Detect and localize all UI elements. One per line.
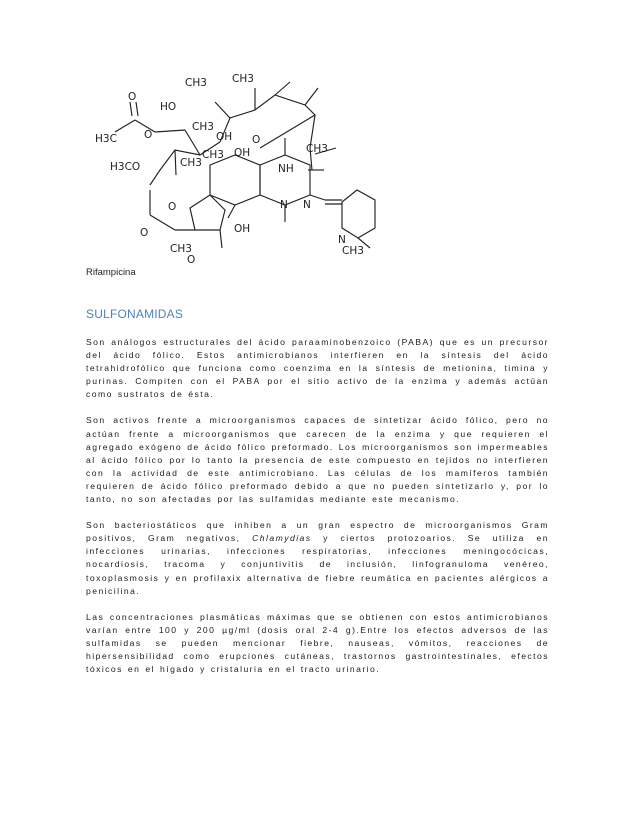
nitrogen-label: N xyxy=(303,199,311,211)
body-paragraph: Son análogos estructurales del ácido paraaminobenzoico (PABA) que es un precursor del ácido fólico. Estos antimicrobianos interfieren en la síntesis del ácido tetrahidrofólico que funciona como coenzima en la síntesis de metionina, timina y purinas. Compiten con el PABA por el sitio activo de la enzima y además actúan como sustratos de ésta. xyxy=(86,337,549,400)
paragraph-text: Son bacteriostáticos que inhiben a un gran espectro de microorganismos Gram positivos, Gram negativos, xyxy=(86,520,549,544)
ch3-label: CH3 xyxy=(306,143,328,155)
figure-caption: Rifampicina xyxy=(86,267,136,278)
body-paragraph: Son activos frente a microorganismos capaces de sintetizar ácido fólico, pero no actúan frente a microorganismos que carecen de la enzima y que requieren el agregado exógeno de ácido fólico preformado. Los microorganismos son impermeables al ácido fólico por lo tanto la presencia de este compuesto en tejidos no interfieren con la actividad de este antimicrobiano. Las células de los mamíferos también requieren de ácido fólico preformado debido a que no pueden sintetizarlo y, por lo tanto, no son afectadas por las sulfamidas mediante este mecanismo. xyxy=(86,415,549,505)
oh-label: OH xyxy=(234,223,251,235)
oxygen-label: O xyxy=(187,254,196,266)
h3co-label: H3CO xyxy=(110,161,141,173)
ch3-label: CH3 xyxy=(342,245,364,257)
oxygen-label: O xyxy=(144,129,153,141)
rifampicin-structure-figure xyxy=(80,70,380,270)
oxygen-label: O xyxy=(140,227,149,239)
italic-term: Chlamydias xyxy=(252,533,312,544)
nh-label: NH xyxy=(278,163,294,175)
body-paragraph xyxy=(86,519,549,598)
oxygen-label: O xyxy=(168,201,177,213)
ch3-label: CH3 xyxy=(202,149,224,161)
nitrogen-label: N xyxy=(338,234,346,246)
nitrogen-label: N xyxy=(280,199,288,211)
oxygen-label: O xyxy=(252,134,261,146)
ch3-label: CH3 xyxy=(232,73,254,85)
ch3-label: CH3 xyxy=(185,77,207,89)
document-body xyxy=(86,336,549,689)
ch3-label: CH3 xyxy=(180,157,202,169)
oxygen-label: O xyxy=(128,91,137,103)
paragraph-text: y ciertos protozoarios. Se utiliza en infecciones urinarias, infecciones respiratorias, infecciones meningocócicas, nocardiosis, tracoma y conjuntivitis de inclusión, linfogranuloma venéreo, toxoplasmosis y en profilaxix alternativa de fiebre reumática en pacientes alérgicos a penicilina. xyxy=(86,533,549,596)
body-paragraph: Las concentraciones plasmáticas máximas que se obtienen con estos antimicrobianos varían entre 100 y 200 µg/ml (dosis oral 2-4 g).Entre los efectos adversos de las sulfamidas se pueden mencionar fiebre, nauseas, vómitos, reacciones de hipersensibilidad como erupciones cutáneas, trastornos gastrointestinales, efectos tóxicos en el hígado y cristaluria en el tracto urinario. xyxy=(86,611,549,675)
ch3-label: CH3 xyxy=(170,243,192,255)
ho-label: HO xyxy=(160,101,177,113)
oh-label: OH xyxy=(234,147,251,159)
h3c-label: H3C xyxy=(95,133,117,145)
ch3-label: CH3 xyxy=(192,121,214,133)
oh-label: OH xyxy=(216,131,233,143)
section-heading: SULFONAMIDAS xyxy=(86,307,184,321)
